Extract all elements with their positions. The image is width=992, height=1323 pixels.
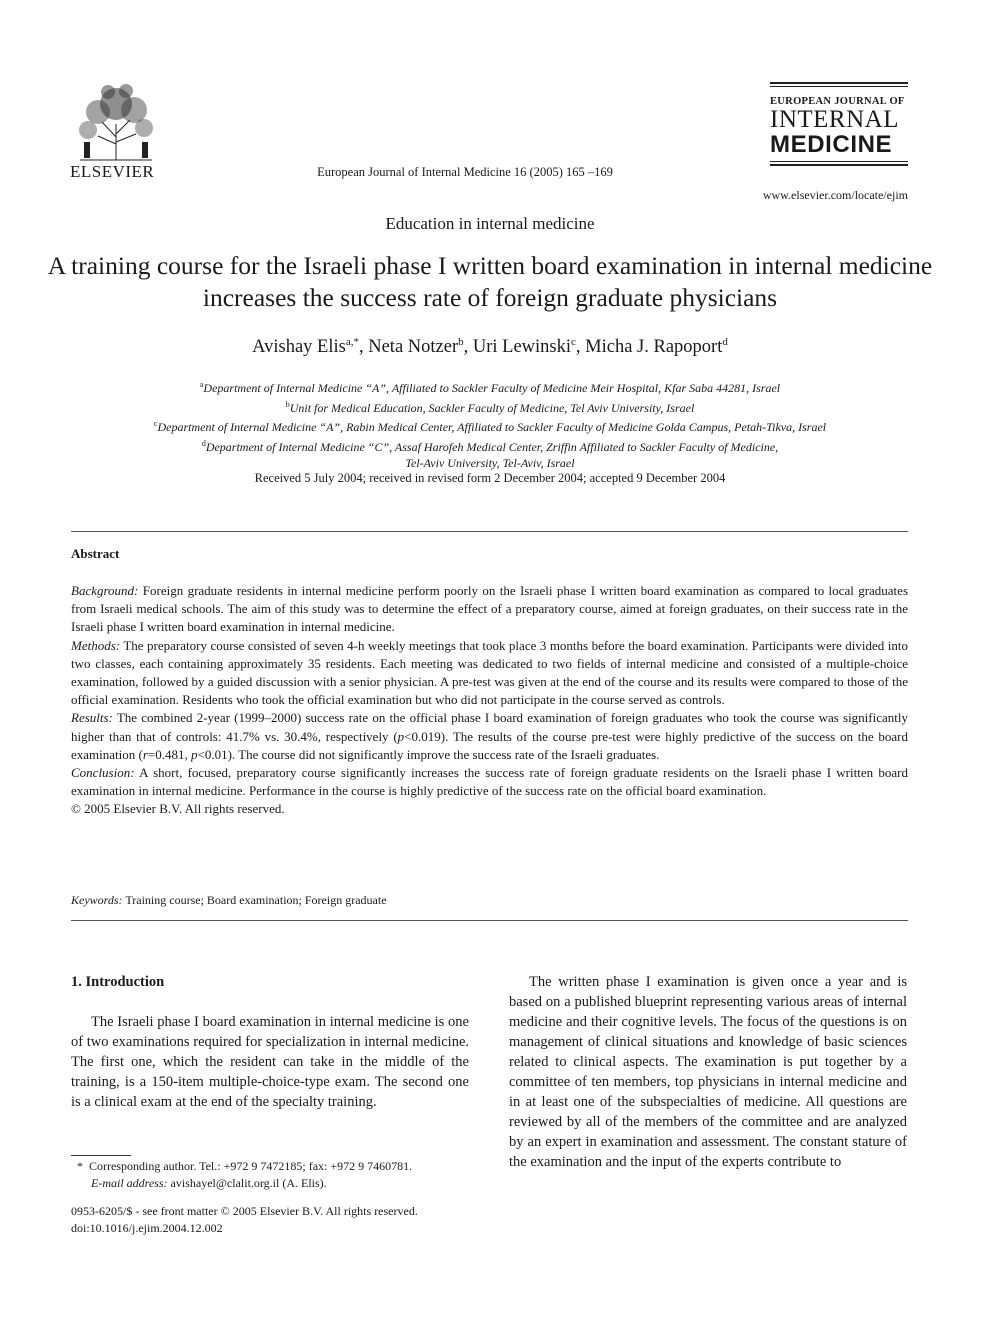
author: Micha J. Rapoport xyxy=(585,337,723,358)
abstract-heading: Abstract xyxy=(71,546,120,561)
issn-line: 0953-6205/$ - see front matter © 2005 Elsevier B.V. All rights reserved. xyxy=(71,1204,418,1218)
elsevier-tree-icon xyxy=(70,82,162,162)
author-sup: c xyxy=(571,336,576,348)
abstract-methods: Methods: The preparatory course consisted of seven 4-h weekly meetings that took place 3 months before the board examination. Participants were divided into two classes, each containing approximately 35 residents. Each meeting was dedicated to two fields of internal medicine and consisted of a multiple-choice examination, followed by a guided discussion with a senior physician. A pre-test was given at the end of the course and its results were compared to those of the official examination. Residents who took the official examination but who did not participate in the course served as controls. xyxy=(71,637,908,708)
journal-logo-line1: EUROPEAN JOURNAL OF xyxy=(770,96,905,107)
author-list: Avishay Elis$^{a,*}$, Neta Notzer$^b$, Uri Lewinski$^c$, Micha J. Rapoport$^d$ xyxy=(252,336,728,358)
journal-logo-line2: INTERNAL xyxy=(770,106,899,133)
journal-citation: European Journal of Internal Medicine 16 (2005) 165 –169 xyxy=(317,165,613,179)
footnote xyxy=(71,1158,469,1191)
keywords: Keywords: Training course; Board examination; Foreign graduate xyxy=(71,893,387,907)
divider xyxy=(71,920,908,921)
affiliation-continued: Tel-Aviv University, Tel-Aviv, Israel xyxy=(405,456,575,470)
footnote-divider xyxy=(71,1155,131,1156)
intro-paragraph-right: The written phase I examination is given once a year and is based on a published blueprint representing various areas of internal medicine and their cognitive levels. The focus of the questions is on management of clinical situations and knowledge of basic sciences related to clinical aspects. The examination is put together by a committee of ten members, top physicians in internal medicine and in at least one of the subspecialties of medicine. All questions are reviewed by all of the members of the committee and are analyzed by an expert in examination and assessment. The constant stature of the examination and the input of the experts contribute to xyxy=(509,974,907,1170)
intro-paragraph-left: The Israeli phase I board examination in internal medicine is one of two examinations required for specialization in internal medicine. The first one, which the resident can take in the middle of the training, is a 150-item multiple-choice-type exam. The second one is a clinical exam at the end of the specialty training. xyxy=(71,1014,469,1110)
email-line: E-mail address: avishayel@clalit.org.il (A. Elis). xyxy=(91,1175,327,1190)
author-sup: d xyxy=(722,336,728,348)
abstract-body xyxy=(71,582,908,819)
section-heading: Education in internal medicine xyxy=(385,214,595,233)
publisher-name: ELSEVIER xyxy=(70,162,155,181)
author-sup: b xyxy=(458,336,464,348)
author-sup: a,* xyxy=(345,336,359,348)
author: Uri Lewinski xyxy=(472,337,572,358)
journal-url[interactable]: www.elsevier.com/locate/ejim xyxy=(762,188,908,202)
abstract-copyright: © 2005 Elsevier B.V. All rights reserved. xyxy=(71,801,285,817)
intro-heading: 1. Introduction xyxy=(71,974,165,990)
affiliation: $^d$Department of Internal Medicine “C”, Assaf Harofeh Medical Center, Zriffin Affiliated to Sackler Faculty of Medicine, xyxy=(201,438,779,454)
left-column xyxy=(71,972,469,1112)
abstract-background: Background: Foreign graduate residents in internal medicine perform poorly on the Israeli phase I written board examination as compared to local graduates from Israeli medical schools. The aim of this study was to determine the effect of a preparatory course, aimed at foreign graduates, on their success rate in the Israeli phase I written board examination in internal medicine. xyxy=(71,583,908,635)
journal-logo-line3: MEDICINE xyxy=(770,131,893,158)
journal-logo xyxy=(770,82,908,168)
article-title: A training course for the Israeli phase I written board examination in internal medicine increases the success rate of foreign graduate physicians xyxy=(47,251,933,312)
abstract-results: Results: The combined 2-year (1999–2000) success rate on the official phase I board examination of foreign graduates who took the course was significantly higher than that of controls: 41.7% vs. 30.4%, respectively (p<0.019). The results of the course pre-test were highly predictive of the success on the board examination (r=0.481, p<0.01). The course did not significantly improve the success rate of the Israeli graduates. xyxy=(71,710,908,762)
doi-line: doi:10.1016/j.ejim.2004.12.002 xyxy=(71,1221,223,1235)
publisher-logo xyxy=(70,82,162,182)
received-dates: Received 5 July 2004; received in revised form 2 December 2004; accepted 9 December 2004 xyxy=(254,471,726,485)
author: Avishay Elis xyxy=(252,337,346,358)
affiliations xyxy=(60,377,920,472)
abstract-conclusion: Conclusion: A short, focused, preparatory course significantly increases the success rate of foreign graduate residents on the Israeli phase I written board examination in internal medicine. Performance in the course is highly predictive of the success rate on the official board examination. xyxy=(71,765,908,799)
front-matter xyxy=(71,1203,491,1237)
email-link[interactable]: avishayel@clalit.org.il (A. Elis). xyxy=(170,1175,327,1190)
right-column xyxy=(509,972,907,1172)
affiliation: $^a$Department of Internal Medicine “A”, Affiliated to Sackler Faculty of Medicine Meir Hospital, Kfar Saba 44281, Israel xyxy=(199,380,781,395)
corresponding-author: * Corresponding author. Tel.: +972 9 7472185; fax: +972 9 7460781. xyxy=(77,1159,413,1173)
affiliation: $^b$Unit for Medical Education, Sackler Faculty of Medicine, Tel Aviv University, Israel xyxy=(285,399,695,415)
affiliation: $^c$Department of Internal Medicine “A”, Rabin Medical Center, Affiliated to Sackler Faculty of Medicine Golda Campus, Petah-Tikva, Israel xyxy=(153,419,827,434)
author: Neta Notzer xyxy=(368,337,459,358)
divider xyxy=(71,531,908,532)
